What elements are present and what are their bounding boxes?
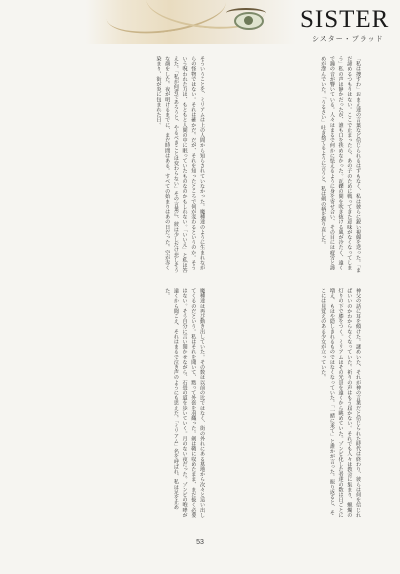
eye-illustration bbox=[234, 12, 264, 30]
page-number: 53 bbox=[196, 539, 204, 546]
chapter-title: SISTER bbox=[300, 6, 390, 33]
text-column-bottom-left: 魔種達は再び動き出していた。その数は以前の比ではなく、街の外れにある墓地から次々と這い出してくるのだという。私はそれを聞いて、黙って外套を羽織った。剣は鞘に収めたまま、まだ抜く必要はない。そう自分に言い聞かせながら、石畳の道を歩いていく。月のない夜だった。ゾンビの咆哮が遠くから聞こえ、それはまるで泣き声のようにも思えた。「ミリアム」名を呼ばれ、私は足を止めた。 bbox=[164, 288, 205, 518]
text-column-top-right: 「私は捜すわ」おまえ達の言葉など信じられるはずもなく、私は彼らに鋭い視線を送った。「まだ諦めるつもりはない。ここで止まったら、あの子のために戦ってきた意味がなくなってしまう」私の声は静かだったが、誰も口を挟めなかった。瓦礫の間を吹き抜ける風が冷たく、遠くで鐘の音が響いている。人々はまるで何かに怯えるように身を寄せ合い、その目には疲労と諦めが滲んでいた。「うるさい」吐き捨てるように言うと、私は剣の柄を握り直した。 bbox=[320, 56, 361, 273]
chapter-subtitle: シスター・ブラッド bbox=[312, 35, 384, 43]
text-column-top-left: そういうことを、ミリアムは上の人間から知らされていなかった。魔種達のように生まれながらの怪物ではない。それは確かだ。だが、それを知ったところで何が変わるというのか。そういう呪われた力は、もともと人間の中に眠っていたものなのかもしれない。「いいえ」と私は答えた。「私が何者であろうと、やるべきことは変わらない」その言葉に、彼は少しだけ悲しそうな顔をした。夜が明けるまでに、まだ時間はある。すべての始まりはあの日だった。空が赤く染まり、街が炎に包まれた日。 bbox=[155, 56, 205, 273]
character-illustration bbox=[86, 0, 296, 44]
text-column-bottom-right: 神父の話に耳を傾けた。謎めいた、それが神の言葉だと信じられた時代は終わり、彼らは何を信じればいいのかわからなくなっていた。祈りの声はもう届かない。それでも人々は教会に集まり、蝋燭の灯りの下で膝をつく。ミリアムはその光景を遠くから眺めていた。ゾンビ化した者達の数は日ごとに増え、もはや隠しきれるものではなくなっていた。「一緒に来て」と誰かが言った。振り返ると、そこには見覚えのある少女が立っていた。 bbox=[320, 288, 361, 518]
